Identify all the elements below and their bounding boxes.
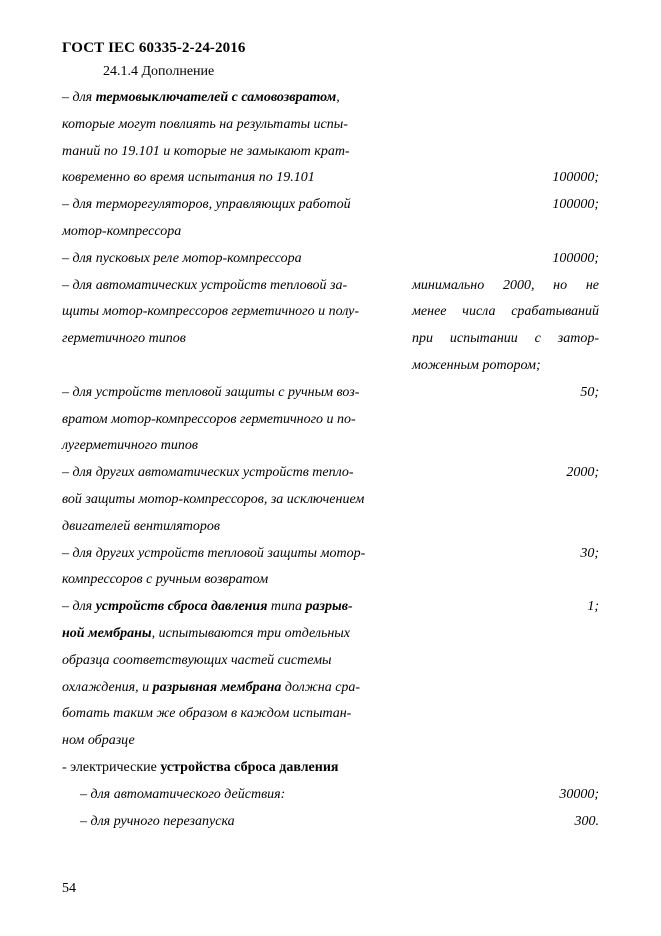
item-line (62, 572, 268, 588)
bold-term: устройств сброса давления (95, 599, 268, 615)
bold-term: термовыключателей с самовозвратом (95, 90, 337, 105)
line-text: должна сра- (281, 679, 361, 695)
line-text: образца соответствующих частей системы (62, 652, 332, 668)
item-line (62, 278, 347, 294)
item-note-line: минимально 2000, но не (412, 277, 599, 293)
item-value: 30; (580, 545, 599, 561)
line-text: – для устройств тепловой защиты с ручным воз- (62, 384, 360, 400)
item-value: 100000; (552, 250, 599, 266)
item-value: 100000; (552, 197, 599, 213)
item-line (62, 385, 359, 401)
line-text: – для терморегуляторов, управляющих работой (62, 197, 351, 213)
section-title: 24.1.4 Дополнение (103, 64, 215, 79)
item-line (62, 519, 220, 535)
line-text: вой защиты мотор-компрессоров, за исключением (62, 492, 365, 507)
item-line (62, 680, 360, 696)
line-text: мотор-компрессора (62, 224, 182, 239)
item-line (62, 331, 186, 347)
item-line (80, 814, 235, 830)
line-text: ковременно во время испытания по 19.101 (62, 170, 315, 186)
item-line (62, 438, 198, 454)
line-text: – для автоматических устройств тепловой за- (62, 277, 348, 293)
item-value: 300. (574, 813, 599, 829)
line-text: , испытываются три отдельных (151, 626, 351, 641)
line-text: – для пусковых реле мотор-компрессора (62, 250, 302, 266)
line-text: – для других устройств тепловой защиты мотор- (62, 545, 366, 561)
item-line (62, 412, 356, 428)
line-text: двигателей вентиляторов (62, 518, 220, 534)
line-text: лугерметичного типов (62, 438, 198, 454)
line-text: щиты мотор-компрессоров герметичного и полу- (62, 304, 360, 320)
item-line (62, 304, 359, 320)
line-text: – для (62, 90, 96, 105)
item-line (62, 197, 351, 213)
line-text: таний по 19.101 и которые не замыкают крат- (62, 143, 350, 159)
item-line (62, 546, 365, 562)
item-line (62, 117, 348, 133)
line-text: – для автоматического действия: (80, 786, 286, 802)
bold-term: ной мембраны (62, 626, 152, 641)
item-line (62, 733, 135, 749)
item-value: 30000; (559, 786, 599, 802)
item-line (62, 144, 350, 160)
item-line (62, 626, 350, 642)
bold-term: устройства сброса давления (160, 760, 339, 775)
line-text: , (336, 90, 340, 105)
item-value: 100000; (552, 170, 599, 186)
item-value: 1; (587, 599, 599, 615)
page-number: 54 (62, 881, 76, 896)
item-line (62, 251, 302, 267)
item-line (80, 787, 285, 803)
item-line (62, 653, 332, 669)
line-text: – для других автоматических устройств тепло- (62, 465, 354, 481)
item-value: 2000; (566, 465, 599, 481)
line-text: – для (62, 599, 96, 615)
line-text: которые могут повлиять на результаты испы- (62, 116, 348, 132)
bold-term: разрывная мембрана (152, 679, 282, 695)
item-line (62, 465, 354, 481)
item-line (62, 706, 351, 722)
line-text: – для ручного перезапуска (80, 813, 235, 829)
line-text: вратом мотор-компрессоров герметичного и по- (62, 411, 356, 427)
line-text: - электрические (62, 760, 161, 775)
line-text: ном образце (62, 733, 135, 749)
item-line (62, 492, 364, 508)
item-note-line: при испытании с затор- (412, 331, 599, 347)
line-text: компрессоров с ручным возвратом (62, 572, 269, 588)
item-line (62, 224, 181, 240)
line-text: типа (267, 599, 306, 615)
line-text: герметичного типов (62, 331, 186, 347)
item-line (62, 90, 340, 106)
line-text: ботать таким же образом в каждом испытан- (62, 706, 352, 722)
standard-header: ГОСТ IEC 60335-2-24-2016 (62, 40, 246, 56)
item-note-line: моженным ротором; (412, 358, 541, 373)
bold-term: разрыв- (305, 599, 353, 615)
item-line (62, 760, 338, 776)
item-note-line: менее числа срабатываний (412, 304, 599, 320)
item-line (62, 170, 315, 186)
item-line (62, 599, 353, 615)
item-value: 50; (580, 384, 599, 400)
line-text: охлаждения, и (62, 679, 153, 695)
